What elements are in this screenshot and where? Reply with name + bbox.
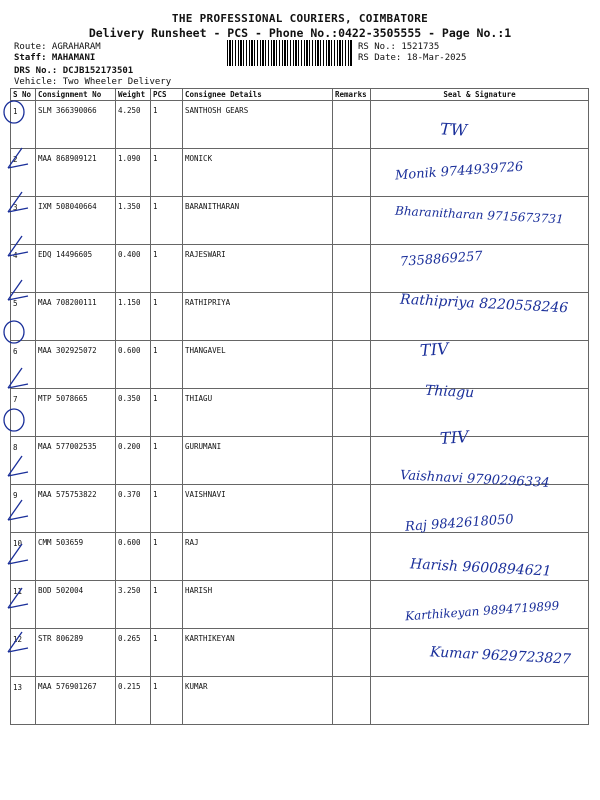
cell-weight: 1.090: [116, 149, 151, 197]
cell-remarks: [333, 149, 371, 197]
table-row: [11, 101, 589, 149]
col-weight: Weight: [116, 89, 151, 101]
cell-remarks: [333, 245, 371, 293]
handwritten-signature: Kumar 9629723827: [429, 644, 572, 668]
runsheet-subtitle: Delivery Runsheet - PCS - Phone No.:0422-3505555 - Page No.:1: [88, 26, 512, 40]
cell-remarks: [333, 581, 371, 629]
cell-sno: 7: [11, 389, 36, 437]
cell-consignment: MAA 575753822: [36, 485, 116, 533]
table-row: [11, 389, 589, 437]
cell-sno: 9: [11, 485, 36, 533]
handwritten-signature: Monik 9744939726: [394, 159, 524, 184]
cell-remarks: [333, 629, 371, 677]
cell-consignee: MONICK: [183, 149, 333, 197]
cell-weight: 0.600: [116, 533, 151, 581]
cell-pcs: 1: [151, 149, 183, 197]
cell-weight: 0.350: [116, 389, 151, 437]
handwritten-signature: TIV: [419, 339, 450, 360]
cell-pcs: 1: [151, 293, 183, 341]
cell-remarks: [333, 341, 371, 389]
cell-consignee: KUMAR: [183, 677, 333, 725]
rs-number: RS No.: 1521735: [358, 42, 440, 52]
cell-pcs: 1: [151, 629, 183, 677]
cell-weight: 0.265: [116, 629, 151, 677]
company-title: THE PROFESSIONAL COURIERS, COIMBATORE: [171, 12, 429, 25]
cell-consignee: GURUMANI: [183, 437, 333, 485]
cell-sno: 11: [11, 581, 36, 629]
cell-pcs: 1: [151, 341, 183, 389]
handwritten-signature: TW: [439, 119, 468, 140]
cell-consignment: STR 806289: [36, 629, 116, 677]
col-consignment: Consignment No: [36, 89, 116, 101]
col-remarks: Remarks: [333, 89, 371, 101]
rs-date: RS Date: 18-Mar-2025: [358, 53, 467, 63]
cell-consignment: MAA 868909121: [36, 149, 116, 197]
cell-consignee: THIAGU: [183, 389, 333, 437]
cell-consignee: RAJ: [183, 533, 333, 581]
handwritten-signature: Thiagu: [424, 382, 475, 402]
cell-remarks: [333, 677, 371, 725]
cell-weight: 4.250: [116, 101, 151, 149]
cell-consignment: SLM 366390066: [36, 101, 116, 149]
runsheet-table: [10, 88, 589, 725]
route-label: Route: AGRAHARAM: [14, 42, 101, 52]
cell-consignment: BOD 502004: [36, 581, 116, 629]
cell-sno: 1: [11, 101, 36, 149]
cell-pcs: 1: [151, 677, 183, 725]
cell-consignment: MAA 708200111: [36, 293, 116, 341]
staff-label: Staff: MAHAMANI: [14, 53, 96, 63]
vehicle-label: Vehicle: Two Wheeler Delivery: [14, 77, 172, 87]
cell-weight: 0.215: [116, 677, 151, 725]
table-row: [11, 245, 589, 293]
table-header-row: [11, 89, 589, 101]
col-pcs: PCS: [151, 89, 183, 101]
cell-consignee: VAISHNAVI: [183, 485, 333, 533]
cell-weight: 0.600: [116, 341, 151, 389]
cell-pcs: 1: [151, 389, 183, 437]
cell-weight: 3.250: [116, 581, 151, 629]
cell-remarks: [333, 485, 371, 533]
cell-weight: 1.350: [116, 197, 151, 245]
cell-sno: 4: [11, 245, 36, 293]
cell-signature: [371, 389, 589, 437]
cell-weight: 0.400: [116, 245, 151, 293]
cell-pcs: 1: [151, 197, 183, 245]
cell-pcs: 1: [151, 245, 183, 293]
cell-pcs: 1: [151, 437, 183, 485]
col-signature: Seal & Signature: [371, 89, 589, 101]
cell-consignee: RATHIPRIYA: [183, 293, 333, 341]
cell-remarks: [333, 293, 371, 341]
cell-sno: 3: [11, 197, 36, 245]
handwritten-signature: Karthikeyan 9894719899: [404, 598, 560, 624]
handwritten-signature: Rathipriya 8220558246: [399, 291, 569, 317]
col-consignee: Consignee Details: [183, 89, 333, 101]
handwritten-signature: Harish 9600894621: [409, 556, 552, 580]
handwritten-signature: TIV: [439, 427, 470, 448]
cell-signature: [371, 101, 589, 149]
cell-sno: 2: [11, 149, 36, 197]
cell-weight: 1.150: [116, 293, 151, 341]
cell-consignment: MAA 302925072: [36, 341, 116, 389]
cell-sno: 10: [11, 533, 36, 581]
handwritten-signature: Raj 9842618050: [404, 512, 515, 535]
cell-consignee: KARTHIKEYAN: [183, 629, 333, 677]
cell-weight: 0.200: [116, 437, 151, 485]
cell-remarks: [333, 197, 371, 245]
cell-consignee: HARISH: [183, 581, 333, 629]
cell-signature: [371, 341, 589, 389]
cell-sno: 13: [11, 677, 36, 725]
cell-consignment: MAA 576901267: [36, 677, 116, 725]
cell-sno: 5: [11, 293, 36, 341]
cell-pcs: 1: [151, 101, 183, 149]
cell-consignee: BARANITHARAN: [183, 197, 333, 245]
cell-pcs: 1: [151, 533, 183, 581]
barcode-image: [227, 40, 353, 66]
cell-sno: 12: [11, 629, 36, 677]
cell-remarks: [333, 437, 371, 485]
cell-sno: 8: [11, 437, 36, 485]
cell-consignee: SANTHOSH GEARS: [183, 101, 333, 149]
handwritten-signature: Vaishnavi 9790296334: [399, 468, 550, 491]
table-row: [11, 677, 589, 725]
handwritten-signature: 7358869257: [399, 249, 484, 270]
cell-weight: 0.370: [116, 485, 151, 533]
cell-consignment: MAA 577002535: [36, 437, 116, 485]
cell-remarks: [333, 101, 371, 149]
cell-consignment: MTP 5078665: [36, 389, 116, 437]
cell-consignment: IXM 508040664: [36, 197, 116, 245]
cell-consignment: CMM 503659: [36, 533, 116, 581]
cell-pcs: 1: [151, 581, 183, 629]
col-sno: S No: [11, 89, 36, 101]
cell-remarks: [333, 389, 371, 437]
cell-consignment: EDQ 14496605: [36, 245, 116, 293]
cell-consignee: THANGAVEL: [183, 341, 333, 389]
cell-remarks: [333, 533, 371, 581]
handwritten-signature: Bharanitharan 9715673731: [394, 203, 564, 227]
table-row: [11, 341, 589, 389]
drs-number: DRS No.: DCJB152173501: [14, 66, 134, 76]
cell-pcs: 1: [151, 485, 183, 533]
cell-sno: 6: [11, 341, 36, 389]
cell-signature: [371, 677, 589, 725]
cell-consignee: RAJESWARI: [183, 245, 333, 293]
